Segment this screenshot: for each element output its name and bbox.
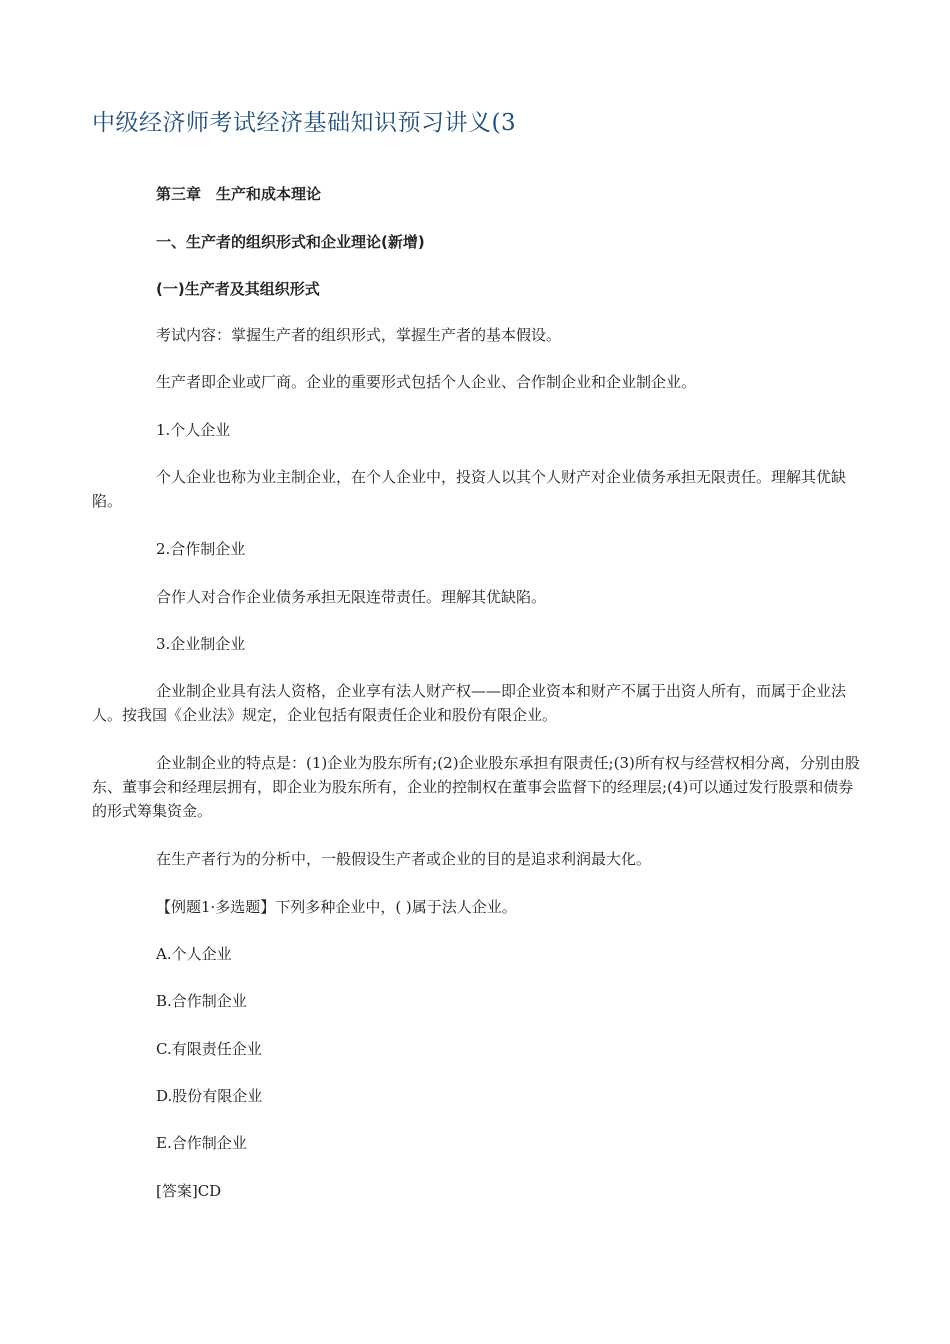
option-b: B.合作制企业	[156, 992, 247, 1010]
option-d: D.股份有限企业	[156, 1087, 263, 1105]
chapter-heading: 第三章 生产和成本理论	[156, 185, 322, 203]
features-paragraph: 企业制企业的特点是：(1)企业为股东所有;(2)企业股东承担有限责任;(3)所有权与经营权相分离，分别由股东、董事会和经理层拥有，即企业为股东所有，企业的控制权在董事会监督下的经理层;(4)可以通过发行股票和债券的形式筹集资金。	[92, 754, 860, 820]
assumption-paragraph: 在生产者行为的分析中，一般假设生产者或企业的目的是追求利润最大化。	[156, 850, 652, 868]
item1-heading: 1.个人企业	[156, 421, 231, 439]
item2-paragraph: 合作人对合作企业债务承担无限连带责任。理解其优缺陷。	[156, 588, 547, 606]
subsection-heading: (一)生产者及其组织形式	[156, 280, 320, 298]
item2-heading: 2.合作制企业	[156, 540, 246, 558]
option-a: A.个人企业	[156, 945, 232, 963]
document-title: 中级经济师考试经济基础知识预习讲义(3	[92, 110, 517, 136]
item1-paragraph: 个人企业也称为业主制企业，在个人企业中，投资人以其个人财产对企业债务承担无限责任。理解其优缺陷。	[92, 468, 847, 510]
example-question: 【例题1·多选题】下列多种企业中，( )属于法人企业。	[156, 898, 517, 916]
item3-heading: 3.企业制企业	[156, 635, 246, 653]
answer-line: [答案]CD	[156, 1182, 222, 1200]
option-c: C.有限责任企业	[156, 1040, 262, 1058]
option-e: E.合作制企业	[156, 1134, 247, 1152]
exam-content-paragraph: 考试内容：掌握生产者的组织形式，掌握生产者的基本假设。	[156, 326, 562, 344]
item3-paragraph: 企业制企业具有法人资格，企业享有法人财产权——即企业资本和财产不属于出资人所有，而属于企业法人。按我国《企业法》规定，企业包括有限责任企业和股份有限企业。	[92, 682, 847, 724]
section-heading: 一、生产者的组织形式和企业理论(新增)	[156, 233, 425, 251]
intro-paragraph: 生产者即企业或厂商。企业的重要形式包括个人企业、合作制企业和企业制企业。	[156, 373, 697, 391]
